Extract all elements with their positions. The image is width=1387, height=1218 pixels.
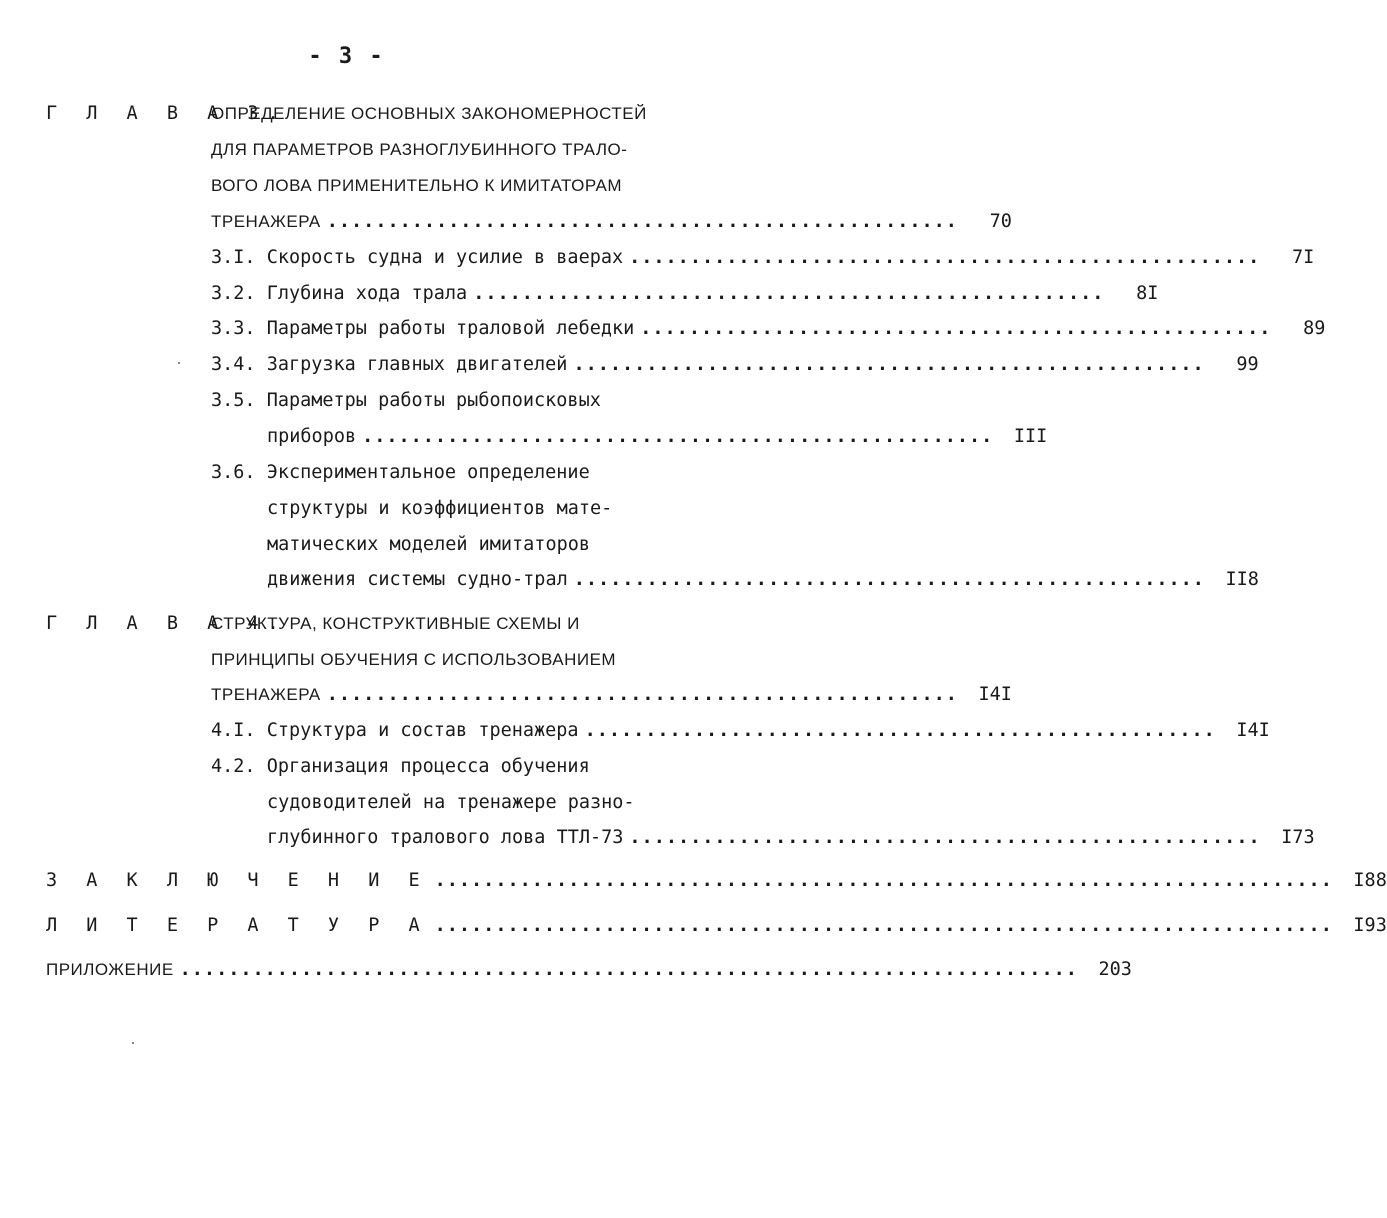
chapter-3-title-line-1: ОПРЕДЕЛЕНИЕ ОСНОВНЫХ ЗАКОНОМЕРНОСТЕЙ [211,104,647,123]
toc-entry-3-6-line-3: матических моделей имитаторов [267,534,591,555]
toc-entry-3-5-cont: приборов .................................................... III [267,423,763,451]
page-ref: 99 [1236,354,1259,375]
toc-entry-3-6: 3.6. Экспериментальное определение [211,462,590,483]
leader-dots: .................................................... [362,426,994,447]
chapter-3-label: Г Л А В А 3. [46,103,288,124]
toc-entry-chapter-3 [211,208,1012,236]
leader-dots: .................................................... [573,569,1205,590]
toc-entry-conclusion: З А К Л Ю Ч Е Н И Е .......................................................................... I88 [46,867,763,895]
leader-dots: .................................................... [473,283,1105,304]
toc-entry-3-6-cont: движения системы судно-трал .................................................... II8 [267,566,763,594]
toc-entry-appendix: ПРИЛОЖЕНИЕ .......................................................................... 203 [46,956,763,984]
scan-speck [178,362,180,364]
leader-dots: .......................................................................... [434,870,1333,891]
leader-dots: .................................................... [573,354,1205,375]
page-ref: I73 [1281,827,1315,848]
page-ref: III [1013,426,1048,447]
leader-dots: .................................................... [629,827,1261,848]
page-number: - 3 - [308,44,385,69]
page-ref: I88 [1353,870,1387,891]
toc-entry-3-2: 3.2. Глубина хода трала .................................................... 8I [211,280,763,308]
page-ref: 89 [1303,318,1326,339]
leader-dots: .......................................................................... [434,915,1333,936]
leader-dots: .................................................... [326,211,958,232]
toc-entry-literature: Л И Т Е Р А Т У Р А .......................................................................... I93 [46,912,763,940]
leader-dots: .................................................... [629,247,1261,268]
page-ref: 7I [1292,247,1315,268]
chapter-3-title-line-2: ДЛЯ ПАРАМЕТРОВ РАЗНОГЛУБИННОГО ТРАЛО- [211,140,628,159]
page-ref: 70 [989,211,1012,232]
leader-dots: .................................................... [640,318,1272,339]
page-ref: II8 [1225,569,1259,590]
scan-speck [132,1042,134,1044]
toc-entry-4-2-line-2: судоводителей на тренажере разно- [267,792,635,813]
toc-entry-4-1: 4.I. Структура и состав тренажера .................................................... I4I [211,717,763,745]
toc-entry-3-1: 3.I. Скорость судна и усилие в ваерах .................................................... 7I [211,244,763,272]
toc-entry-4-2-cont: глубинного тралового лова ТТЛ-73 .................................................... I73 [267,824,763,852]
chapter-3-title-line-3: ВОГО ЛОВА ПРИМЕНИТЕЛЬНО К ИМИТАТОРАМ [211,176,623,195]
page-ref: 8I [1136,283,1159,304]
toc-entry-3-5: 3.5. Параметры работы рыбопоисковых [211,390,601,411]
page-ref: I4I [978,684,1012,705]
leader-dots: .................................................... [584,720,1216,741]
leader-dots: .................................................... [326,684,958,705]
chapter-4-title-last: ТРЕНАЖЕРА [211,685,321,704]
leader-dots: .......................................................................... [179,959,1078,980]
toc-entry-3-4: 3.4. Загрузка главных двигателей .................................................... 99 [211,351,763,379]
chapter-4-title-line-2: ПРИНЦИПЫ ОБУЧЕНИЯ С ИСПОЛЬЗОВАНИЕМ [211,650,617,669]
page-ref: I93 [1353,915,1387,936]
chapter-3-title-last: ТРЕНАЖЕРА [211,212,321,231]
chapter-4-label: Г Л А В А 4. [46,613,288,634]
toc-entry-4-2: 4.2. Организация процесса обучения [211,756,590,777]
page-ref: I4I [1236,720,1270,741]
toc-entry-3-3: 3.3. Параметры работы траловой лебедки .................................................... 89 [211,315,763,343]
chapter-4-title-line-1: СТРУКТУРА, КОНСТРУКТИВНЫЕ СХЕМЫ И [211,614,580,633]
toc-entry-3-6-line-2: структуры и коэффициентов мате- [267,498,613,519]
page-ref: 203 [1098,959,1132,980]
toc-entry-chapter-4 [211,681,1012,709]
